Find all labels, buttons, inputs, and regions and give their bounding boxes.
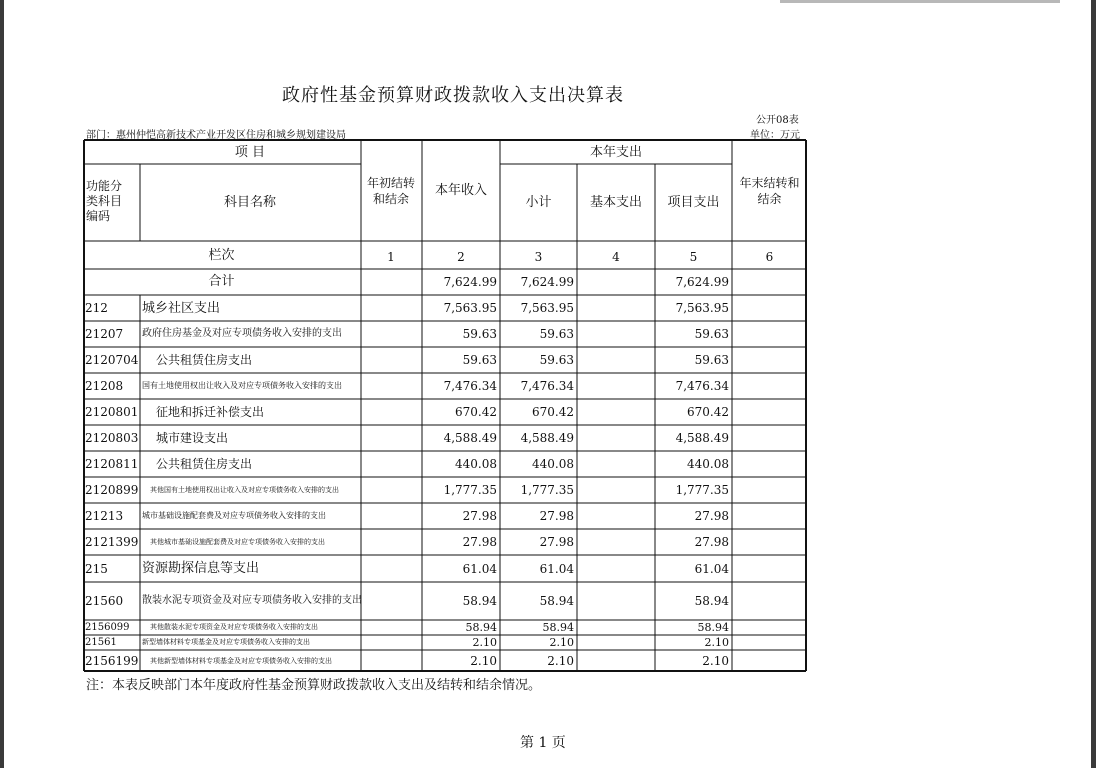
- row-income: 7,563.95: [443, 301, 497, 315]
- row-code: 2120801: [85, 405, 139, 419]
- row-code: 215: [85, 561, 108, 576]
- header-col-seq: 栏次: [208, 248, 235, 263]
- row-code: 21561: [85, 636, 117, 648]
- viewer-right-edge: [1091, 0, 1096, 768]
- row-subtotal: 27.98: [539, 535, 574, 549]
- row-subtotal: 4,588.49: [520, 431, 574, 445]
- row-subject-name: 城市基础设施配套费及对应专项债务收入安排的支出: [142, 511, 326, 520]
- row-income: 1,777.35: [443, 483, 497, 497]
- row-code: 21213: [85, 509, 124, 523]
- row-subject-name: 公共租赁住房支出: [156, 353, 253, 367]
- row-project: 27.98: [694, 535, 729, 549]
- row-project: 59.63: [694, 327, 729, 341]
- row-subtotal: 670.42: [532, 405, 574, 419]
- row-subject-name: 城市建设支出: [156, 431, 229, 445]
- header-project: 项目支出: [667, 195, 720, 210]
- row-subtotal: 58.94: [539, 594, 574, 608]
- row-code: 2156199: [85, 654, 139, 668]
- row-subject-name: 公共租赁住房支出: [156, 457, 253, 471]
- row-project: 2.10: [704, 636, 729, 649]
- row-subject-name: 新型墙体材料专项基金及对应专项债务收入安排的支出: [142, 638, 310, 646]
- row-code: 21208: [85, 379, 124, 393]
- row-subject-name: 其他国有土地使用权出让收入及对应专项债务收入安排的支出: [150, 485, 339, 494]
- row-income: 58.94: [465, 621, 497, 634]
- header-basic: 基本支出: [589, 195, 642, 210]
- col-num-1: 1: [387, 250, 395, 264]
- row-income: 59.63: [462, 327, 497, 341]
- total-project: 7,624.99: [675, 275, 729, 289]
- row-project: 440.08: [687, 457, 729, 471]
- row-code: 2120803: [85, 431, 139, 445]
- row-project: 61.04: [694, 561, 729, 576]
- col-num-6: 6: [765, 250, 774, 264]
- viewer-left-edge: [0, 0, 4, 768]
- col-num-5: 5: [689, 250, 698, 264]
- row-income: 27.98: [462, 535, 497, 549]
- row-subject-name: 国有土地使用权出让收入及对应专项债务收入安排的支出: [142, 381, 342, 390]
- row-subtotal: 1,777.35: [520, 483, 574, 497]
- row-subtotal: 61.04: [539, 561, 574, 576]
- row-income: 440.08: [455, 457, 497, 471]
- footnote: 注：本表反映部门本年度政府性基金预算财政拨款收入支出及结转和结余情况。: [86, 678, 542, 693]
- row-code: 2120899: [85, 483, 139, 497]
- total-label: 合计: [208, 274, 235, 289]
- row-subject-name: 其他城市基础设施配套费及对应专项债务收入安排的支出: [150, 537, 325, 546]
- row-subject-name: 政府住房基金及对应专项债务收入安排的支出: [142, 328, 342, 339]
- row-subject-name: 其他新型墙体材料专项基金及对应专项债务收入安排的支出: [150, 656, 332, 665]
- row-project: 59.63: [694, 353, 729, 367]
- row-income: 2.10: [470, 654, 497, 668]
- row-subtotal: 2.10: [549, 636, 574, 649]
- row-subtotal: 58.94: [542, 621, 574, 634]
- row-income: 4,588.49: [443, 431, 497, 445]
- row-subject-name: 资源勘探信息等支出: [142, 561, 260, 576]
- budget-table: [83, 139, 807, 672]
- row-project: 4,588.49: [675, 431, 729, 445]
- row-code: 2156099: [85, 621, 130, 633]
- row-subtotal: 7,563.95: [520, 301, 574, 315]
- header-closing-balance: 年末结转和 结余: [739, 176, 800, 206]
- row-project: 2.10: [702, 654, 729, 668]
- row-code: 21560: [85, 594, 124, 608]
- row-subtotal: 7,476.34: [520, 379, 574, 393]
- row-subtotal: 2.10: [547, 654, 574, 668]
- total-income: 7,624.99: [443, 275, 497, 289]
- row-project: 7,563.95: [675, 301, 729, 315]
- row-project: 27.98: [694, 509, 729, 523]
- department-label: 部门：惠州仲恺高新技术产业开发区住房和城乡规划建设局: [86, 130, 346, 141]
- row-income: 58.94: [462, 594, 497, 608]
- row-subtotal: 440.08: [532, 457, 574, 471]
- row-subtotal: 59.63: [539, 353, 574, 367]
- col-num-3: 3: [534, 250, 543, 264]
- row-subtotal: 27.98: [539, 509, 574, 523]
- row-income: 61.04: [462, 561, 497, 576]
- row-subject-name: 其他散装水泥专项资金及对应专项债务收入安排的支出: [150, 623, 318, 631]
- row-project: 670.42: [687, 405, 729, 419]
- row-project: 58.94: [697, 621, 729, 634]
- header-opening-balance: 年初结转 和结余: [366, 176, 415, 206]
- header-income: 本年收入: [434, 183, 487, 198]
- col-num-4: 4: [612, 250, 620, 264]
- row-income: 59.63: [462, 353, 497, 367]
- total-subtotal: 7,624.99: [520, 275, 574, 289]
- page-title: 政府性基金预算财政拨款收入支出决算表: [282, 85, 624, 106]
- row-subject-name: 城乡社区支出: [142, 300, 221, 316]
- header-expenditure: 本年支出: [589, 145, 642, 160]
- row-code: 2121399: [85, 535, 139, 549]
- page-number: 第 1 页: [520, 735, 566, 751]
- row-code: 2120704: [85, 353, 139, 367]
- row-code: 212: [85, 301, 108, 315]
- header-subject-name: 科目名称: [223, 195, 276, 210]
- row-subject-name: 征地和拆迁补偿支出: [156, 405, 265, 419]
- row-project: 58.94: [694, 594, 729, 608]
- row-income: 7,476.34: [443, 379, 497, 393]
- header-item: 项 目: [234, 145, 266, 160]
- col-num-2: 2: [457, 250, 465, 264]
- row-income: 670.42: [455, 405, 497, 419]
- header-func-code: 功能分 类科目 编码: [86, 179, 123, 223]
- row-subject-name: 散装水泥专项资金及对应专项债务收入安排的支出: [142, 595, 362, 606]
- row-project: 1,777.35: [675, 483, 729, 497]
- row-income: 2.10: [472, 636, 497, 649]
- row-code: 21207: [85, 327, 124, 341]
- row-subtotal: 59.63: [539, 327, 574, 341]
- header-subtotal: 小计: [525, 195, 552, 210]
- form-number: 公开08表: [756, 115, 799, 126]
- unit-label: 单位：万元: [750, 130, 800, 141]
- page-top-shadow: [780, 0, 1060, 3]
- row-project: 7,476.34: [675, 379, 729, 393]
- row-code: 2120811: [85, 457, 139, 471]
- row-income: 27.98: [462, 509, 497, 523]
